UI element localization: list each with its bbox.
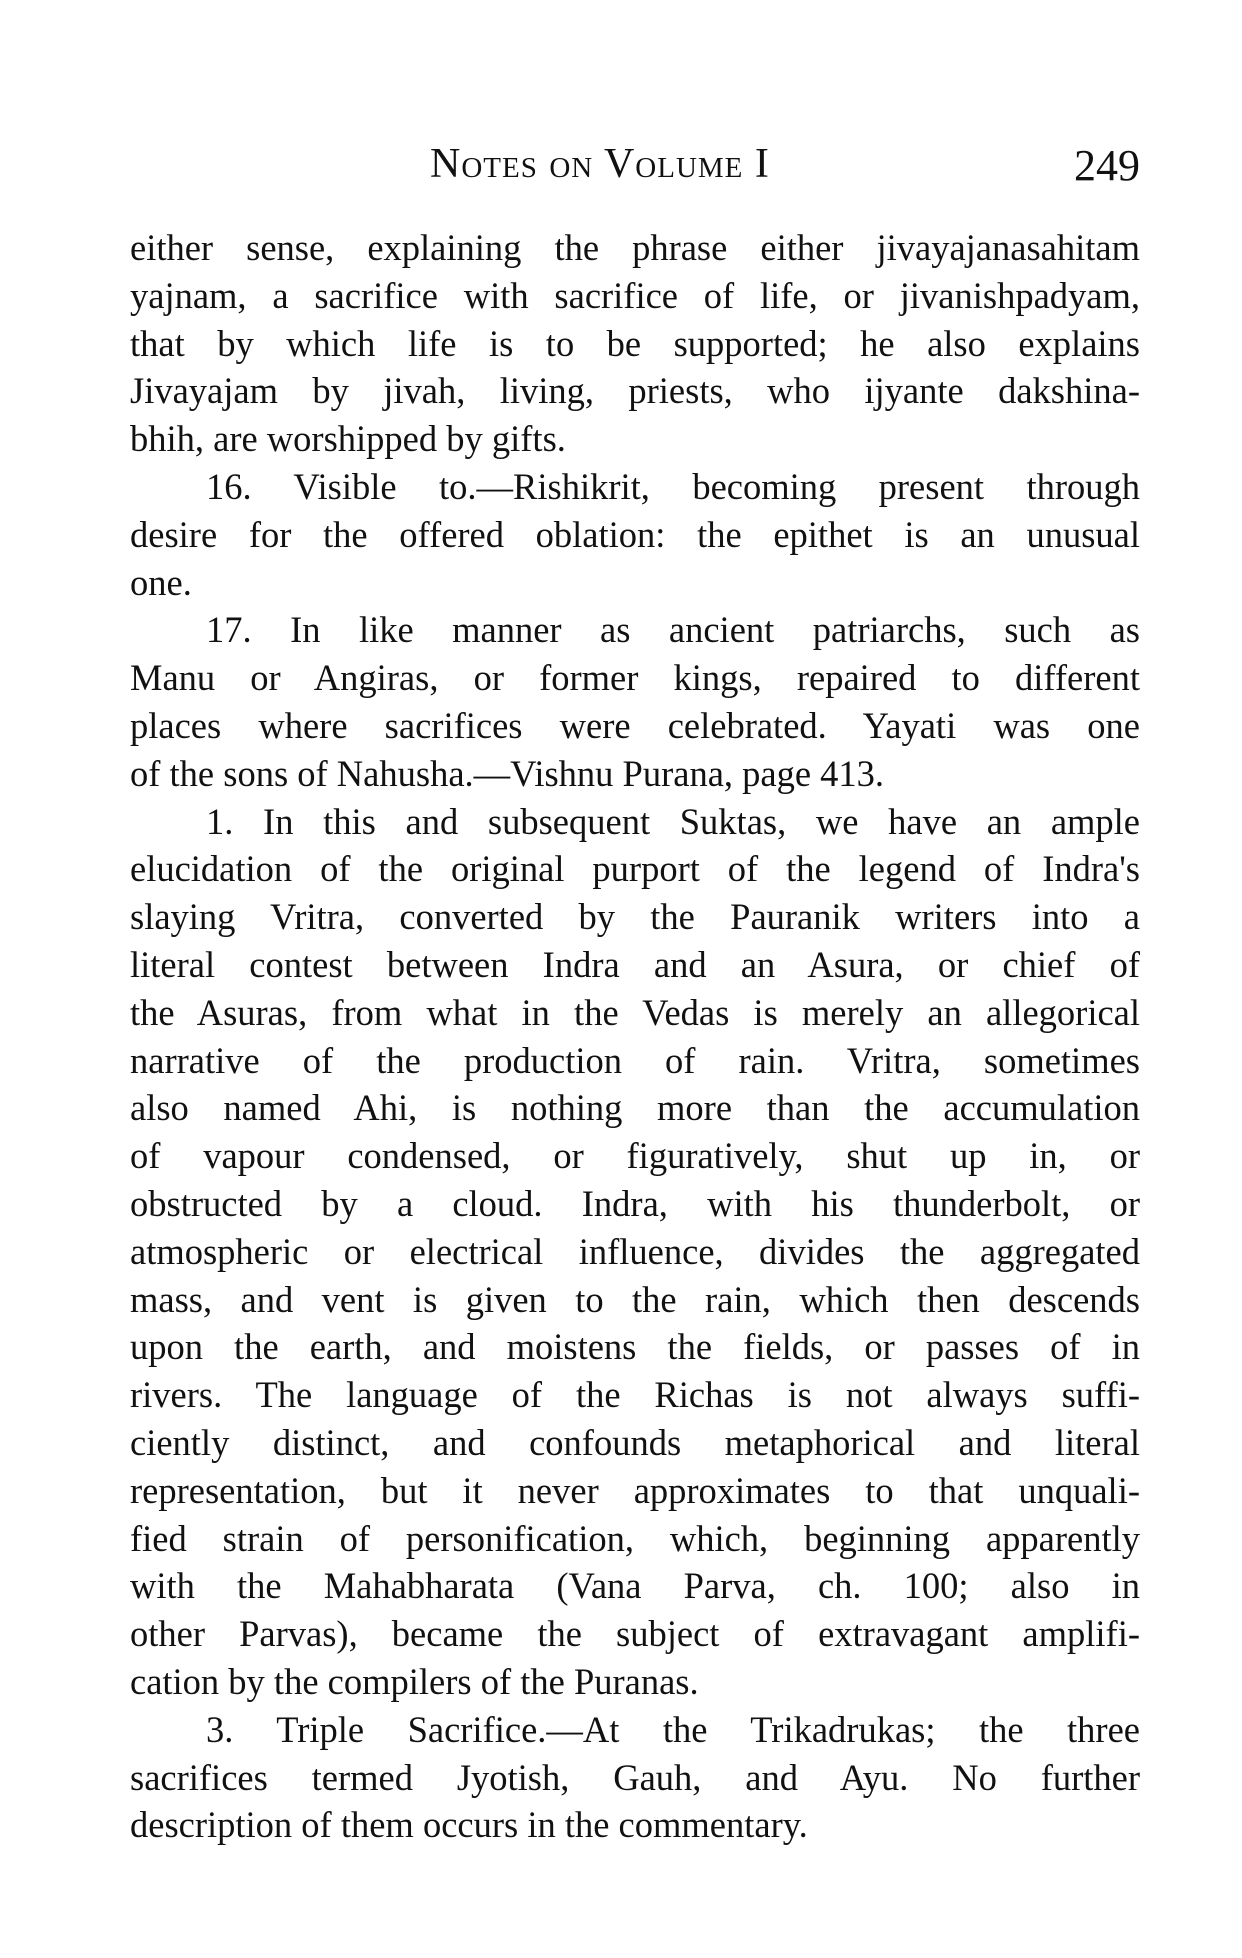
page-number: 249 <box>1074 141 1140 190</box>
text-line: obstructed by a cloud. Indra, with his thunderbolt, or <box>130 1182 1140 1224</box>
text-line: one. <box>130 561 192 603</box>
text-line: ciently distinct, and confounds metaphorical and literal <box>130 1421 1140 1463</box>
text-line: bhih, are worshipped by gifts. <box>130 418 566 460</box>
text-line: other Parvas), became the subject of extravagant amplifi- <box>130 1613 1140 1655</box>
note-16-line: 16. Visible to.—Rishikrit, becoming present through <box>206 465 1140 507</box>
text-line: sacrifices termed Jyotish, Gauh, and Ayu. No further <box>130 1756 1140 1798</box>
text-line: of vapour condensed, or figuratively, shut up in, or <box>130 1135 1140 1177</box>
text-line: that by which life is to be supported; he also explains <box>130 322 1140 364</box>
text-line: rivers. The language of the Richas is not always suffi- <box>130 1374 1140 1416</box>
note-3-line: 3. Triple Sacrifice.—At the Trikadrukas; the three <box>206 1708 1140 1750</box>
text-line: elucidation of the original purport of the legend of Indra's <box>130 848 1140 890</box>
text-line: narrative of the production of rain. Vritra, sometimes <box>130 1039 1140 1081</box>
text-line: Manu or Angiras, or former kings, repaired to different <box>130 657 1140 699</box>
text-line: cation by the compilers of the Puranas. <box>130 1660 699 1702</box>
note-1-line: 1. In this and subsequent Suktas, we have an ample <box>206 800 1140 842</box>
text-line: Jivayajam by jivah, living, priests, who ijyante dakshina- <box>130 370 1140 412</box>
text-line: fied strain of personification, which, beginning apparently <box>130 1517 1140 1559</box>
text-line: literal contest between Indra and an Asura, or chief of <box>130 943 1140 985</box>
text-line: with the Mahabharata (Vana Parva, ch. 100; also in <box>130 1565 1140 1607</box>
notes-body <box>130 224 1140 1849</box>
text-line: of the sons of Nahusha.—Vishnu Purana, page 413. <box>130 752 885 794</box>
text-line: the Asuras, from what in the Vedas is merely an allegorical <box>130 991 1140 1033</box>
running-title: Notes on Volume I <box>430 141 770 187</box>
text-line: representation, but it never approximates to that unquali- <box>130 1469 1140 1511</box>
note-17-line: 17. In like manner as ancient patriarchs, such as <box>206 609 1140 651</box>
text-line: mass, and vent is given to the rain, which then descends <box>130 1278 1140 1320</box>
text-line: atmospheric or electrical influence, divides the aggregated <box>130 1230 1140 1272</box>
text-line: upon the earth, and moistens the fields, or passes of in <box>130 1326 1140 1368</box>
text-line: yajnam, a sacrifice with sacrifice of life, or jivanishpadyam, <box>130 274 1140 316</box>
text-line: desire for the offered oblation: the epithet is an unusual <box>130 513 1140 555</box>
text-line: places where sacrifices were celebrated. Yayati was one <box>130 704 1140 746</box>
text-line: slaying Vritra, converted by the Pauranik writers into a <box>130 896 1140 938</box>
page-header <box>130 140 1140 200</box>
text-line: either sense, explaining the phrase either jivayajanasahitam <box>130 227 1140 268</box>
text-line: description of them occurs in the commentary. <box>130 1804 808 1846</box>
text-line: also named Ahi, is nothing more than the accumulation <box>130 1087 1140 1129</box>
